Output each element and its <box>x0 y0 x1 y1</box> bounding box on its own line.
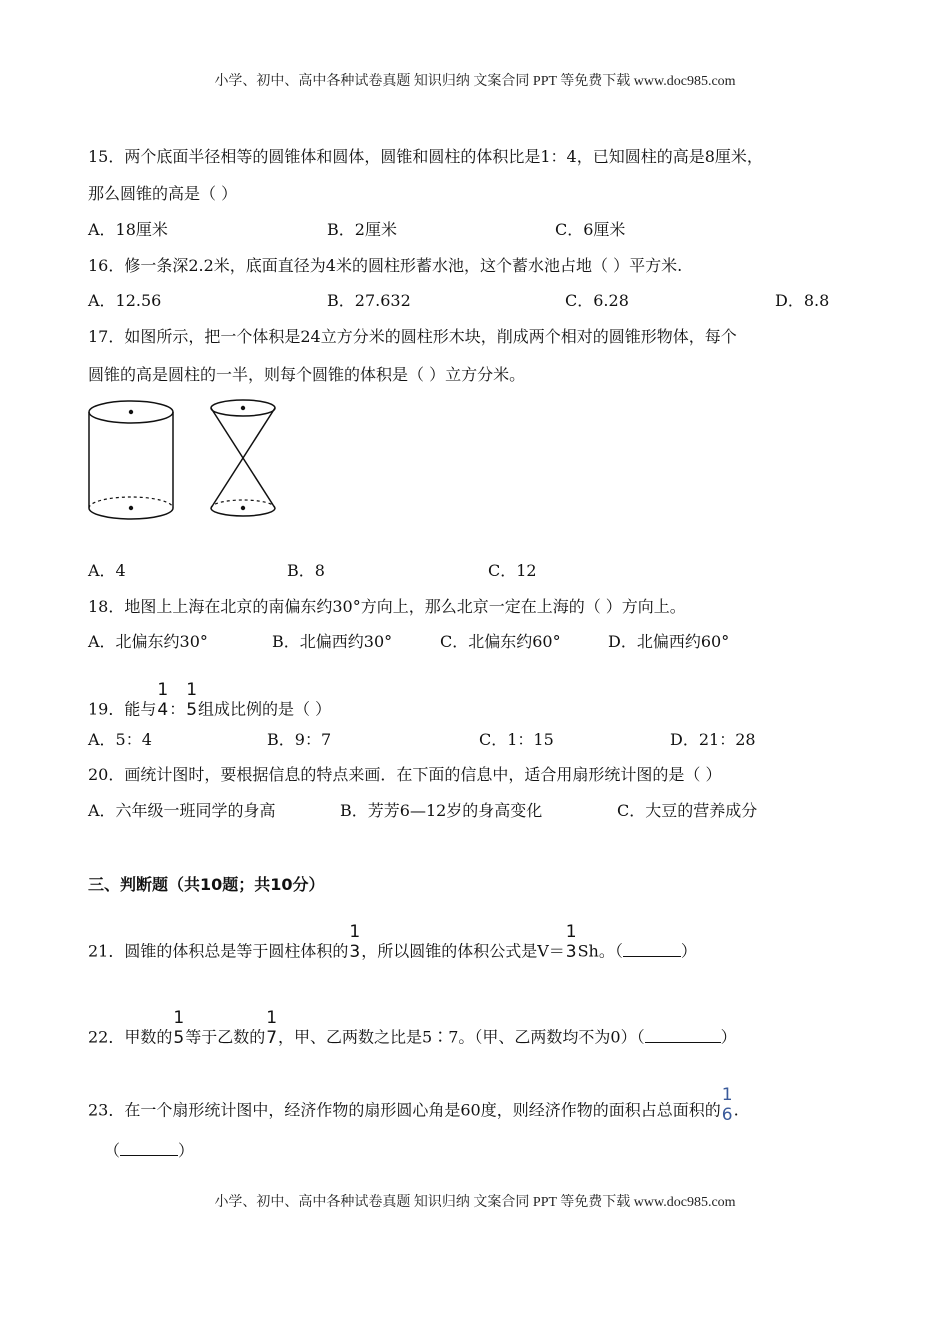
q19-prefix: 19．能与 <box>88 699 157 719</box>
question-15-line1: 15．两个底面半径相等的圆锥体和圆体，圆锥和圆柱的体积比是1：4，已知圆柱的高是8厘米， <box>88 147 763 166</box>
q15-option-b[interactable]: B．2厘米 <box>327 220 397 239</box>
q23-answer: （ ） <box>104 1141 195 1160</box>
q19-fraction-2: 1 5 <box>186 680 198 720</box>
question-17-line1: 17．如图所示，把一个体积是24立方分米的圆柱形木块，削成两个相对的圆锥形物体，每个 <box>88 327 737 346</box>
q22-answer-blank[interactable] <box>645 1028 721 1043</box>
q17-option-a[interactable]: A．4 <box>88 561 126 580</box>
q22-fraction-2: 1 7 <box>266 1008 278 1048</box>
question-23: 23．在一个扇形统计图中，经济作物的扇形圆心角是60度，则经济作物的面积占总面积的 1 6 . <box>88 1085 739 1125</box>
q18-option-c[interactable]: C．北偏东约60° <box>440 632 561 651</box>
page-header: 小学、初中、高中各种试卷真题 知识归纳 文案合同 PPT 等免费下载 www.doc985.com <box>214 74 736 89</box>
q18-option-d[interactable]: D．北偏西约60° <box>608 632 730 651</box>
question-20: 20．画统计图时，要根据信息的特点来画．在下面的信息中，适合用扇形统计图的是（ ） <box>88 765 722 784</box>
question-16: 16．修一条深2.2米，底面直径为4米的圆柱形蓄水池，这个蓄水池占地（ ）平方米. <box>88 256 683 275</box>
q16-option-a[interactable]: A．12.56 <box>88 291 162 310</box>
question-21: 21．圆锥的体积总是等于圆柱体积的 1 3 ，所以圆锥的体积公式是V＝ 1 3 Sh。（ ） <box>88 922 697 962</box>
q19-option-a[interactable]: A．5：4 <box>88 730 152 749</box>
q18-option-b[interactable]: B．北偏西约30° <box>272 632 393 651</box>
q17-option-c[interactable]: C．12 <box>488 561 537 580</box>
q21-fraction-1: 1 3 <box>349 922 361 962</box>
q21-fraction-2: 1 3 <box>565 922 577 962</box>
q20-option-c[interactable]: C．大豆的营养成分 <box>617 801 758 820</box>
question-17-line2: 圆锥的高是圆柱的一半，则每个圆锥的体积是（ ）立方分米。 <box>88 365 526 384</box>
q16-option-c[interactable]: C．6.28 <box>565 291 629 310</box>
cylinder-figure <box>84 396 180 526</box>
q16-option-d[interactable]: D．8.8 <box>775 291 830 310</box>
q19-option-d[interactable]: D．21：28 <box>670 730 756 749</box>
question-22: 22．甲数的 1 5 等于乙数的 1 7 ，甲、乙两数之比是5∶7。（甲、乙两数均不为0）（ ） <box>88 1008 737 1048</box>
q18-option-a[interactable]: A．北偏东约30° <box>88 632 208 651</box>
q21-answer-blank[interactable] <box>623 942 681 957</box>
q19-suffix: 组成比例的是（ ） <box>198 699 332 719</box>
double-cone-figure <box>205 398 285 523</box>
q20-option-b[interactable]: B．芳芳6—12岁的身高变化 <box>340 801 543 820</box>
q23-fraction: 1 6 <box>721 1085 733 1125</box>
question-18: 18．地图上上海在北京的南偏东约30°方向上，那么北京一定在上海的（ ）方向上。 <box>88 597 686 616</box>
q19-option-c[interactable]: C．1：15 <box>479 730 554 749</box>
q19-fraction-1: 1 4 <box>157 680 169 720</box>
page-footer: 小学、初中、高中各种试卷真题 知识归纳 文案合同 PPT 等免费下载 www.doc985.com <box>214 1195 736 1210</box>
q20-option-a[interactable]: A．六年级一班同学的身高 <box>88 801 276 820</box>
question-15-line2: 那么圆锥的高是（ ） <box>88 184 238 203</box>
q22-fraction-1: 1 5 <box>173 1008 185 1048</box>
q17-option-b[interactable]: B．8 <box>287 561 325 580</box>
q23-answer-blank[interactable] <box>120 1141 178 1156</box>
question-19: 19．能与 1 4 ： 1 5 组成比例的是（ ） <box>88 680 332 720</box>
section-title: 三、判断题（共10题；共10分） <box>88 875 325 894</box>
q19-option-b[interactable]: B．9：7 <box>267 730 332 749</box>
q15-option-c[interactable]: C．6厘米 <box>555 220 626 239</box>
q16-option-b[interactable]: B．27.632 <box>327 291 411 310</box>
q15-option-a[interactable]: A．18厘米 <box>88 220 168 239</box>
